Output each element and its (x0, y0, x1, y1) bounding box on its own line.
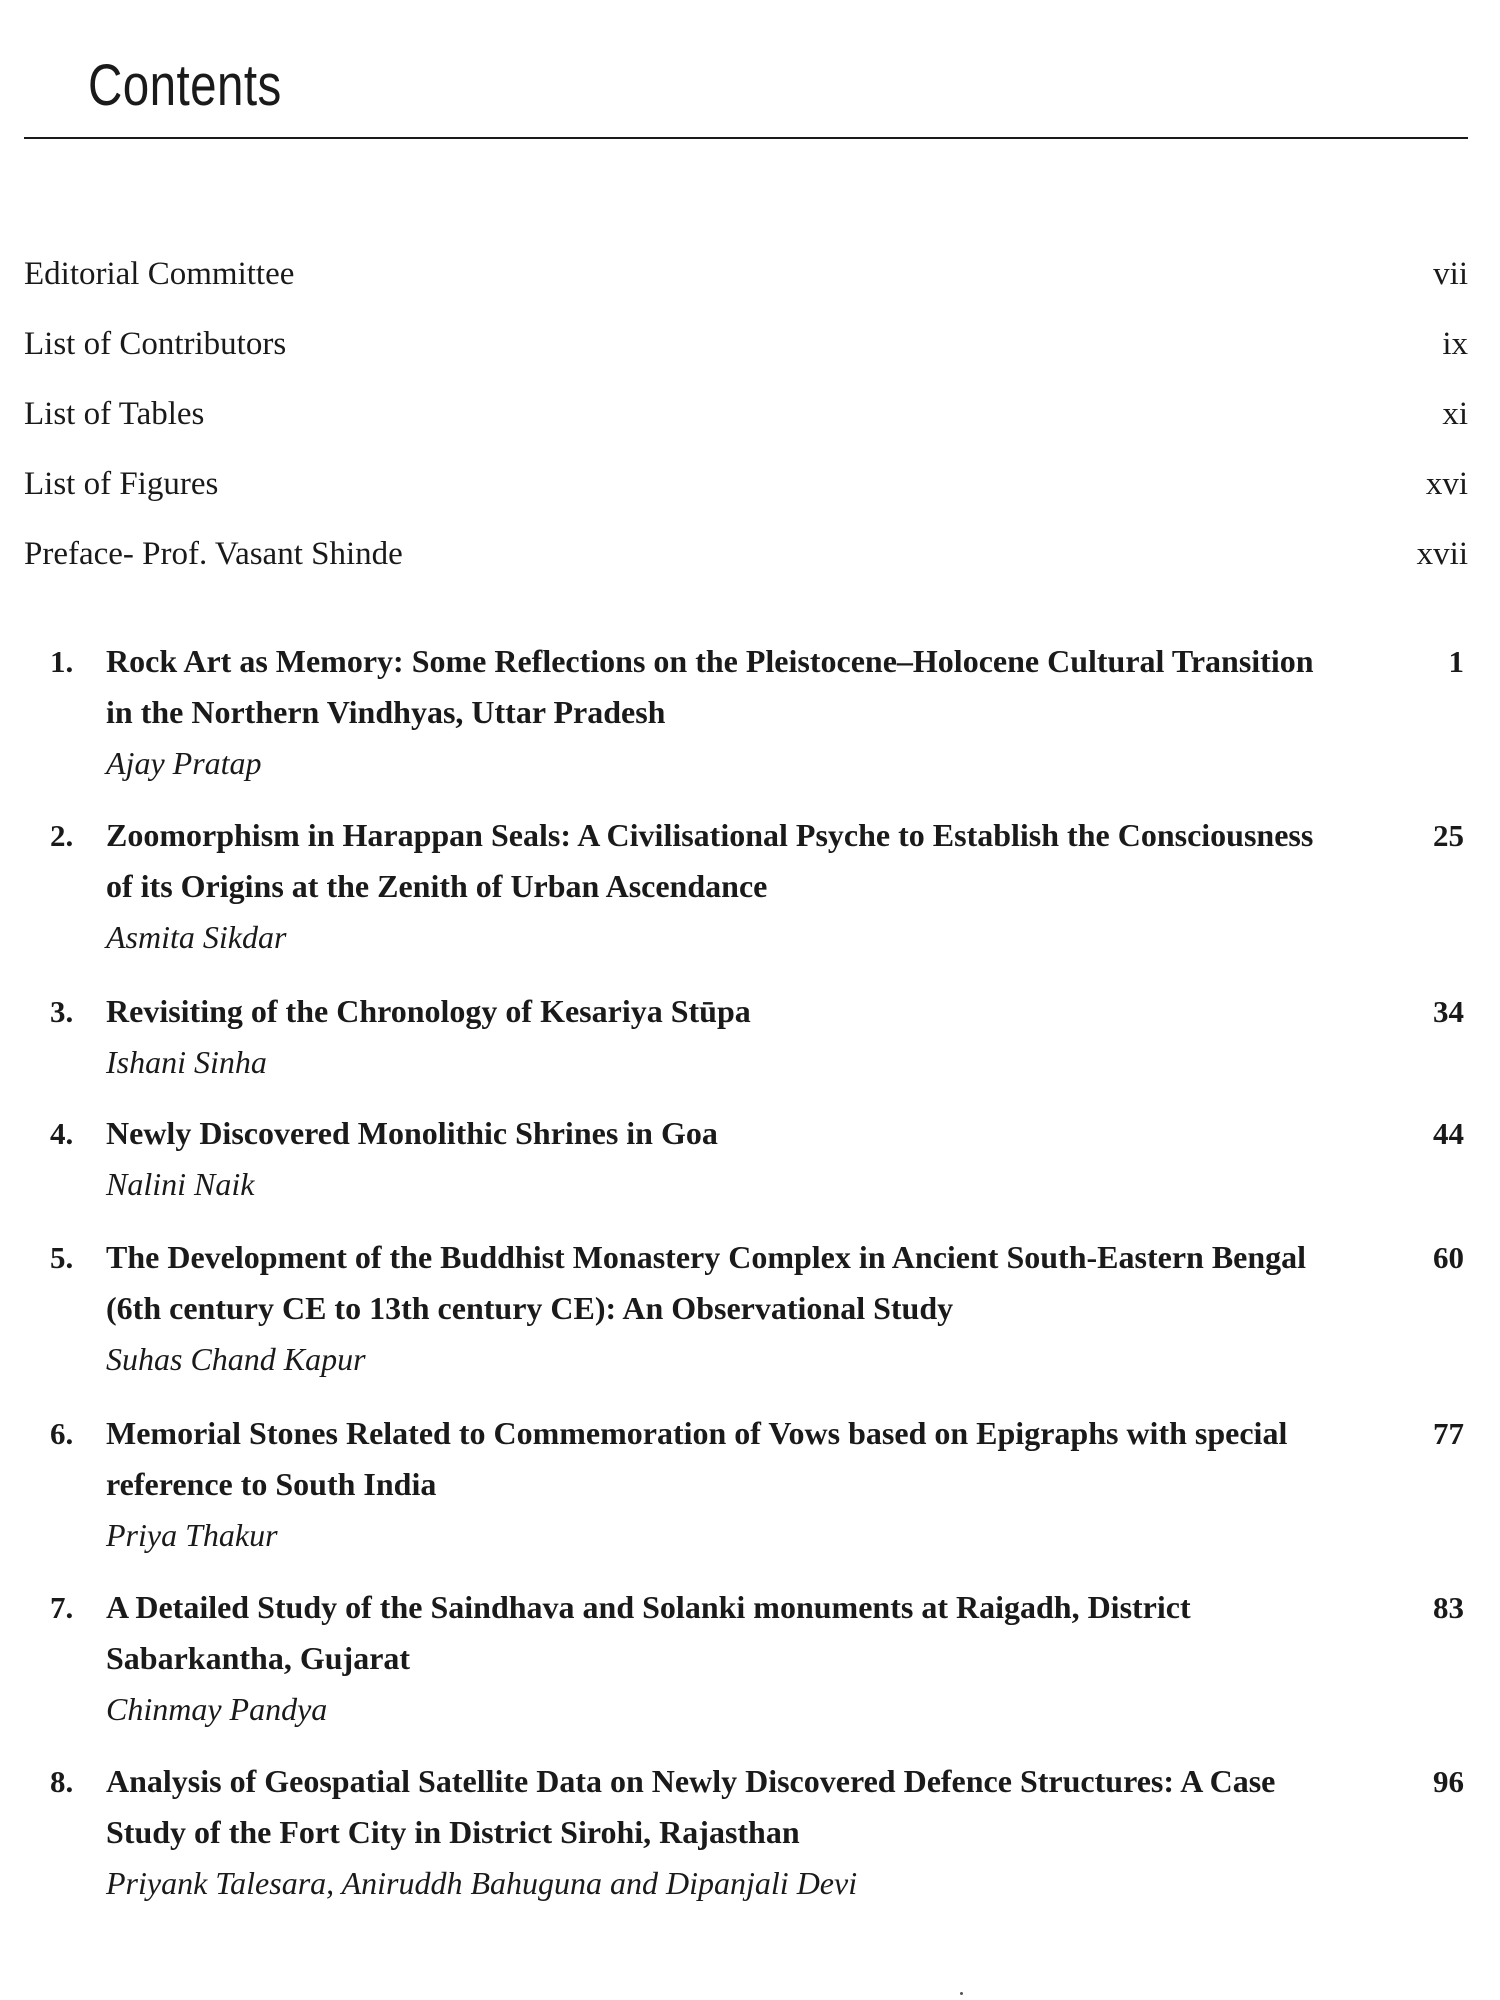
chapter-page: 44 (1433, 1116, 1464, 1151)
chapter-title: Zoomorphism in Harappan Seals: A Civilisational Psyche to Establish the Consciousness of its Origins at the Zenith of Urban Ascendance (106, 817, 1314, 904)
chapter-page: 83 (1433, 1590, 1464, 1625)
chapter-number: 1. (50, 644, 74, 679)
chapter-entry-1[interactable] (50, 636, 1468, 789)
chapter-page: 77 (1433, 1416, 1464, 1451)
toc-entry-label: Editorial Committee (24, 256, 295, 292)
chapter-title: The Development of the Buddhist Monastery Complex in Ancient South-Eastern Bengal (6th century CE to 13th century CE): An Observational Study (106, 1239, 1307, 1326)
chapter-number: 8. (50, 1764, 74, 1799)
chapter-number: 5. (50, 1240, 74, 1275)
chapter-entry-2[interactable] (50, 810, 1468, 963)
toc-entry-label: List of Contributors (24, 326, 287, 362)
page-title: Contents (88, 53, 282, 118)
toc-entry-list-of-figures[interactable] (24, 466, 1468, 536)
toc-entry-page: xvii (1416, 536, 1468, 572)
toc-entry-list-of-contributors[interactable] (24, 326, 1468, 396)
toc-entry-preface[interactable] (24, 536, 1468, 606)
chapter-entry-5[interactable] (50, 1232, 1468, 1385)
chapter-number: 2. (50, 818, 74, 853)
chapter-number: 4. (50, 1116, 74, 1151)
chapter-title: A Detailed Study of the Saindhava and Solanki monuments at Raigadh, District Sabarkantha, Gujarat (106, 1589, 1191, 1676)
chapter-page: 96 (1433, 1764, 1464, 1799)
chapter-entry-8[interactable] (50, 1756, 1468, 1909)
chapter-page: 34 (1433, 994, 1464, 1029)
toc-entry-page: ix (1442, 326, 1468, 362)
toc-entry-label: List of Figures (24, 466, 219, 502)
chapter-author: Ajay Pratap (106, 745, 262, 781)
chapter-author: Priya Thakur (106, 1517, 278, 1553)
front-matter-list (24, 256, 1468, 606)
chapter-number: 7. (50, 1590, 74, 1625)
chapter-author: Chinmay Pandya (106, 1691, 328, 1727)
chapter-title: Newly Discovered Monolithic Shrines in Goa (106, 1115, 718, 1151)
chapter-entry-7[interactable] (50, 1582, 1468, 1735)
title-divider (24, 137, 1468, 139)
chapter-title: Analysis of Geospatial Satellite Data on Newly Discovered Defence Structures: A Case Study of the Fort City in District Sirohi, Rajasthan (106, 1763, 1276, 1850)
chapter-title: Revisiting of the Chronology of Kesariya Stūpa (106, 993, 751, 1029)
chapter-page: 60 (1433, 1240, 1464, 1275)
chapter-number: 3. (50, 994, 74, 1029)
chapter-title: Memorial Stones Related to Commemoration of Vows based on Epigraphs with special reference to South India (106, 1415, 1288, 1502)
chapter-page: 1 (1448, 644, 1464, 679)
toc-entry-label: List of Tables (24, 396, 205, 432)
chapter-author: Priyank Talesara, Aniruddh Bahuguna and Dipanjali Devi (106, 1865, 858, 1901)
print-speck (960, 1992, 963, 1995)
chapter-author: Suhas Chand Kapur (106, 1341, 366, 1377)
chapter-number: 6. (50, 1416, 74, 1451)
chapter-author: Nalini Naik (106, 1166, 255, 1202)
toc-entry-page: xi (1442, 396, 1468, 432)
toc-entry-editorial-committee[interactable] (24, 256, 1468, 326)
toc-entry-page: vii (1433, 256, 1468, 292)
chapter-entry-6[interactable] (50, 1408, 1468, 1561)
toc-entry-page: xvi (1425, 466, 1468, 502)
chapter-page: 25 (1433, 818, 1464, 853)
toc-entry-list-of-tables[interactable] (24, 396, 1468, 466)
chapter-entry-4[interactable] (50, 1108, 1468, 1210)
toc-entry-label: Preface- Prof. Vasant Shinde (24, 536, 403, 572)
chapter-title: Rock Art as Memory: Some Reflections on the Pleistocene–Holocene Cultural Transition in the Northern Vindhyas, Uttar Pradesh (106, 643, 1314, 730)
chapter-entry-3[interactable] (50, 986, 1468, 1088)
chapter-author: Ishani Sinha (106, 1044, 267, 1080)
chapter-author: Asmita Sikdar (106, 919, 287, 955)
